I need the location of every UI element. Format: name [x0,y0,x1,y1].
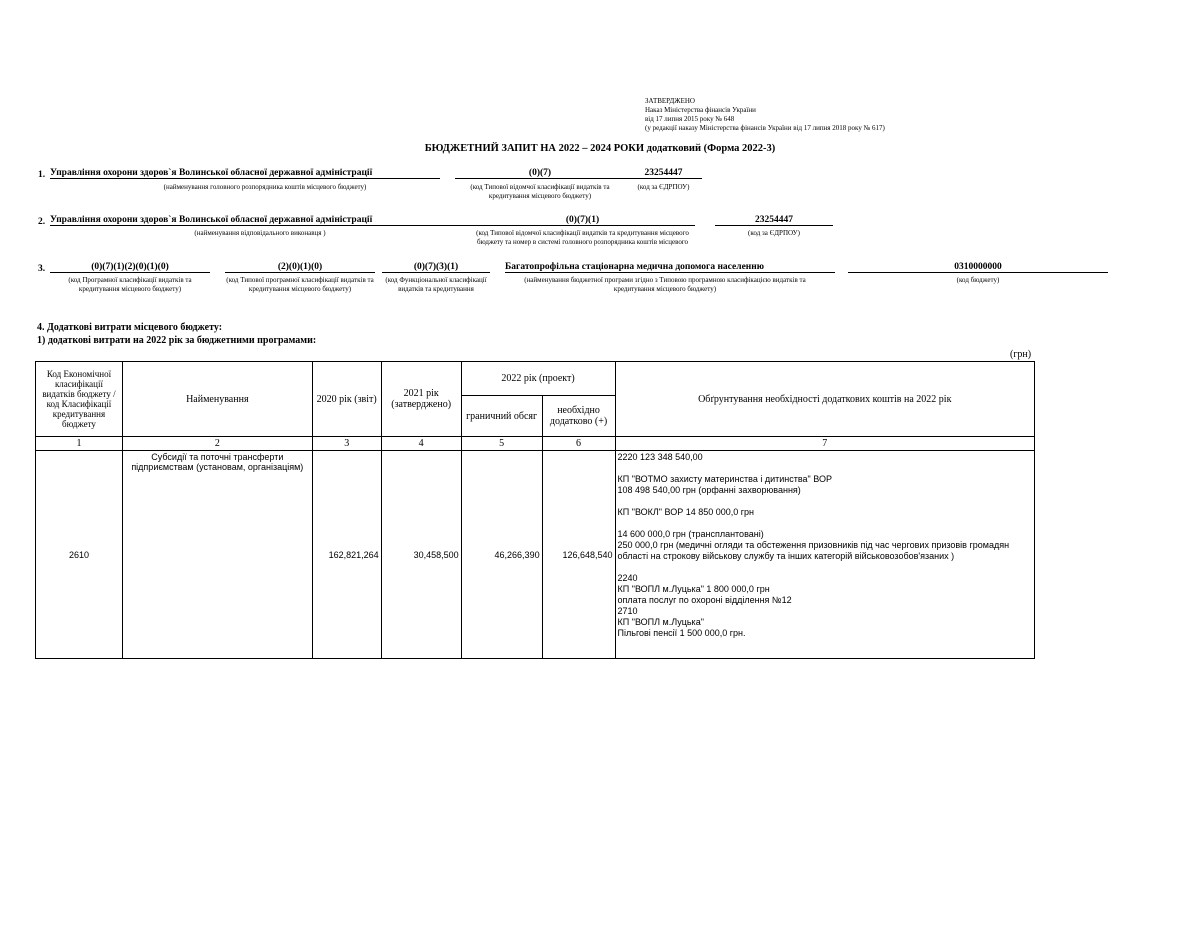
approval-line-2: Наказ Міністерства фінансів України [645,106,756,114]
col-number: 2 [122,437,312,451]
header-code: Код Економічної класифікації видатків бюджету / код Класифікації кредитування бюджету [36,362,123,437]
row-2021: 30,458,500 [381,451,461,659]
row-limit: 46,266,390 [461,451,542,659]
currency-unit: (грн) [1010,349,1032,360]
col-number: 5 [461,437,542,451]
section3-typical-caption: (код Типової програмної класифікації видатків та кредитування місцевого бюджету) [226,276,374,293]
section1-code-caption: (код Типової відомчої класифікації видатків та кредитування місцевого бюджету) [470,183,610,200]
section2-name-caption: (найменування відповідального виконавця ) [194,229,326,237]
col-number: 7 [615,437,1034,451]
section2-name: Управління охорони здоров`я Волинської обласної державної адміністрації [50,215,470,226]
approval-line-1: ЗАТВЕРДЖЕНО [645,97,695,105]
section3-typical-code: (2)(0)(1)(0) [225,262,375,273]
table-row [36,451,1035,659]
section4-title: 4. Додаткові витрати місцевого бюджету: [37,322,223,333]
section3-budget-caption: (код бюджету) [956,276,1000,284]
section1-code: (0)(7) [455,168,625,179]
page-title: БЮДЖЕТНИЙ ЗАПИТ НА 2022 – 2024 РОКИ додатковий (Форма 2022-3) [424,143,776,154]
col-number: 4 [381,437,461,451]
row-needed: 126,648,540 [542,451,615,659]
header-limit: граничний обсяг [461,396,542,437]
section1-edrpou-caption: (код за ЄДРПОУ) [637,183,690,191]
section2-number: 2. [38,217,46,227]
row-justification: 2220 123 348 540,00 КП "ВОТМО захисту материнства і дитинства" ВОР 108 498 540,00 грн (орфанні захворювання) КП "ВОКЛ" ВОР 14 850 000,0 грн 14 600 000,0 грн (трансплантовані) 250 000,0 грн (медичні огляди та обстеження призовників під час чергових призовів громадян області на строкову військову службу та інших категорій військовозобов'язаних ) 2240 КП "ВОПЛ м.Луцька" 1 800 000,0 грн оплата послуг по охороні відділення №12 2710 КП "ВОПЛ м.Луцька" Пільгові пенсії 1 500 000,0 грн. [615,451,1034,659]
section3-functional-caption: (код Функціональної класифікації видатків та кредитування [385,276,487,293]
section3-program-name-caption: (найменування бюджетної програми згідно з Типовою програмною класифікацією видатків та кредитування місцевого бюджету) [524,276,806,293]
section3-functional-code: (0)(7)(3)(1) [382,262,490,273]
row-2020: 162,821,264 [312,451,381,659]
section1-edrpou: 23254447 [625,168,702,179]
column-numbers-row [36,437,1035,451]
header-name: Найменування [122,362,312,437]
section3-program-code: (0)(7)(1)(2)(0)(1)(0) [50,262,210,273]
section3-program-caption: (код Програмної класифікації видатків та кредитування місцевого бюджету) [68,276,192,293]
header-needed: необхідно додатково (+) [542,396,615,437]
approval-line-4: (у редакції наказу Міністерства фінансів України від 17 липня 2018 року № 617) [645,124,885,132]
section1-name-caption: (найменування головного розпорядника коштів місцевого бюджету) [163,183,367,191]
section2-code-caption: (код Типової відомчої класифікації видатків та кредитування місцевого бюджету та номер в системі головного розпорядника коштів місцевого [476,229,689,246]
section3-program-name: Багатопрофільна стаціонарна медична допомога населенню [505,262,835,273]
row-name: Субсидії та поточні трансферти підприємствам (установам, організаціям) [122,451,312,659]
approval-block [645,97,945,133]
approval-line-3: від 17 липня 2015 року № 648 [645,115,735,123]
header-2022: 2022 рік (проект) [461,362,615,396]
section1-number: 1. [38,170,46,180]
section3-number: 3. [38,264,46,274]
section1-name: Управління охорони здоров`я Волинської обласної державної адміністрації [50,168,440,179]
section4-subtitle: 1) додаткові витрати на 2022 рік за бюджетними програмами: [37,335,317,346]
col-number: 1 [36,437,123,451]
section2-edrpou-caption: (код за ЄДРПОУ) [748,229,800,237]
row-code: 2610 [36,451,123,659]
header-justification: Обґрунтування необхідності додаткових коштів на 2022 рік [615,362,1034,437]
section2-code: (0)(7)(1) [470,215,695,226]
col-number: 6 [542,437,615,451]
header-2020: 2020 рік (звіт) [312,362,381,437]
section3-budget-code: 0310000000 [848,262,1108,273]
col-number: 3 [312,437,381,451]
header-2021: 2021 рік (затверджено) [381,362,461,437]
section2-edrpou: 23254447 [715,215,833,226]
budget-table [35,361,1035,659]
